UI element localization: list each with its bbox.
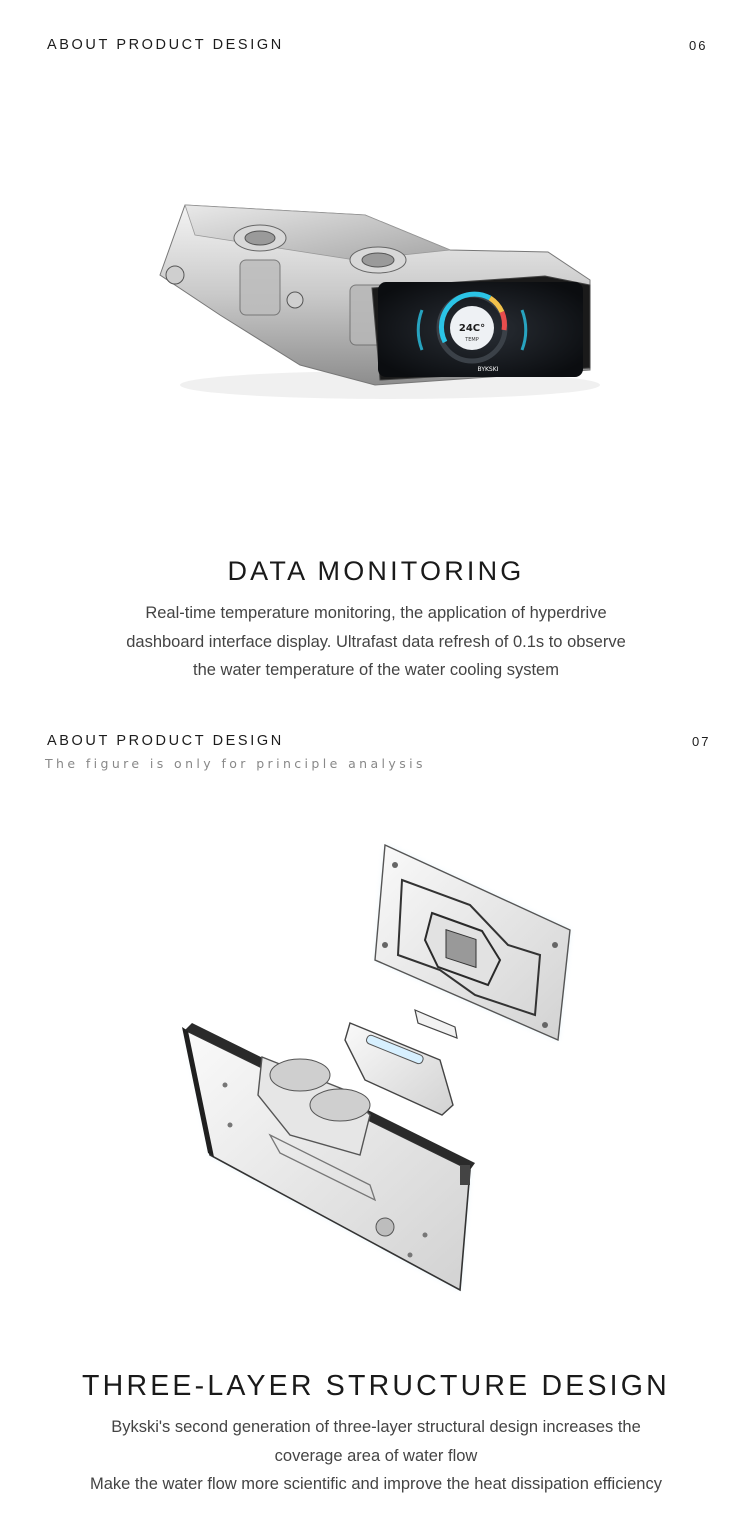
section-title: DATA MONITORING: [227, 556, 525, 586]
description-line: Real-time temperature monitoring, the application of hyperdrive: [145, 604, 607, 622]
top-layer-plate: [375, 845, 570, 1040]
section-number: 07: [692, 734, 711, 749]
section-label: ABOUT PRODUCT DESIGN: [47, 733, 284, 749]
exploded-structure-image: [170, 835, 590, 1300]
section-title: THREE-LAYER STRUCTURE DESIGN: [82, 1370, 670, 1402]
description-line: coverage area of water flow: [274, 1446, 478, 1465]
description-line: the water temperature of the water cooling system: [193, 661, 559, 679]
description-line: Make the water flow more scientific and improve the heat dissipation efficiency: [90, 1475, 662, 1493]
gauge-temp-text: 24C°: [458, 323, 486, 334]
screen-logo-text: BYKSKI: [477, 366, 499, 373]
gauge-caption-text: TEMP: [465, 337, 479, 343]
section-description: [0, 599, 752, 685]
section-label: ABOUT PRODUCT DESIGN: [47, 37, 284, 53]
product-image-display-block: [150, 190, 610, 410]
description-line: dashboard interface display. Ultrafast data refresh of 0.1s to observe: [126, 632, 626, 651]
description-line: Bykski's second generation of three-layer structural design increases the: [111, 1418, 641, 1436]
section-number: 06: [689, 38, 708, 53]
section-description: [0, 1413, 752, 1499]
disclaimer-note: The figure is only for principle analysis: [45, 756, 426, 771]
